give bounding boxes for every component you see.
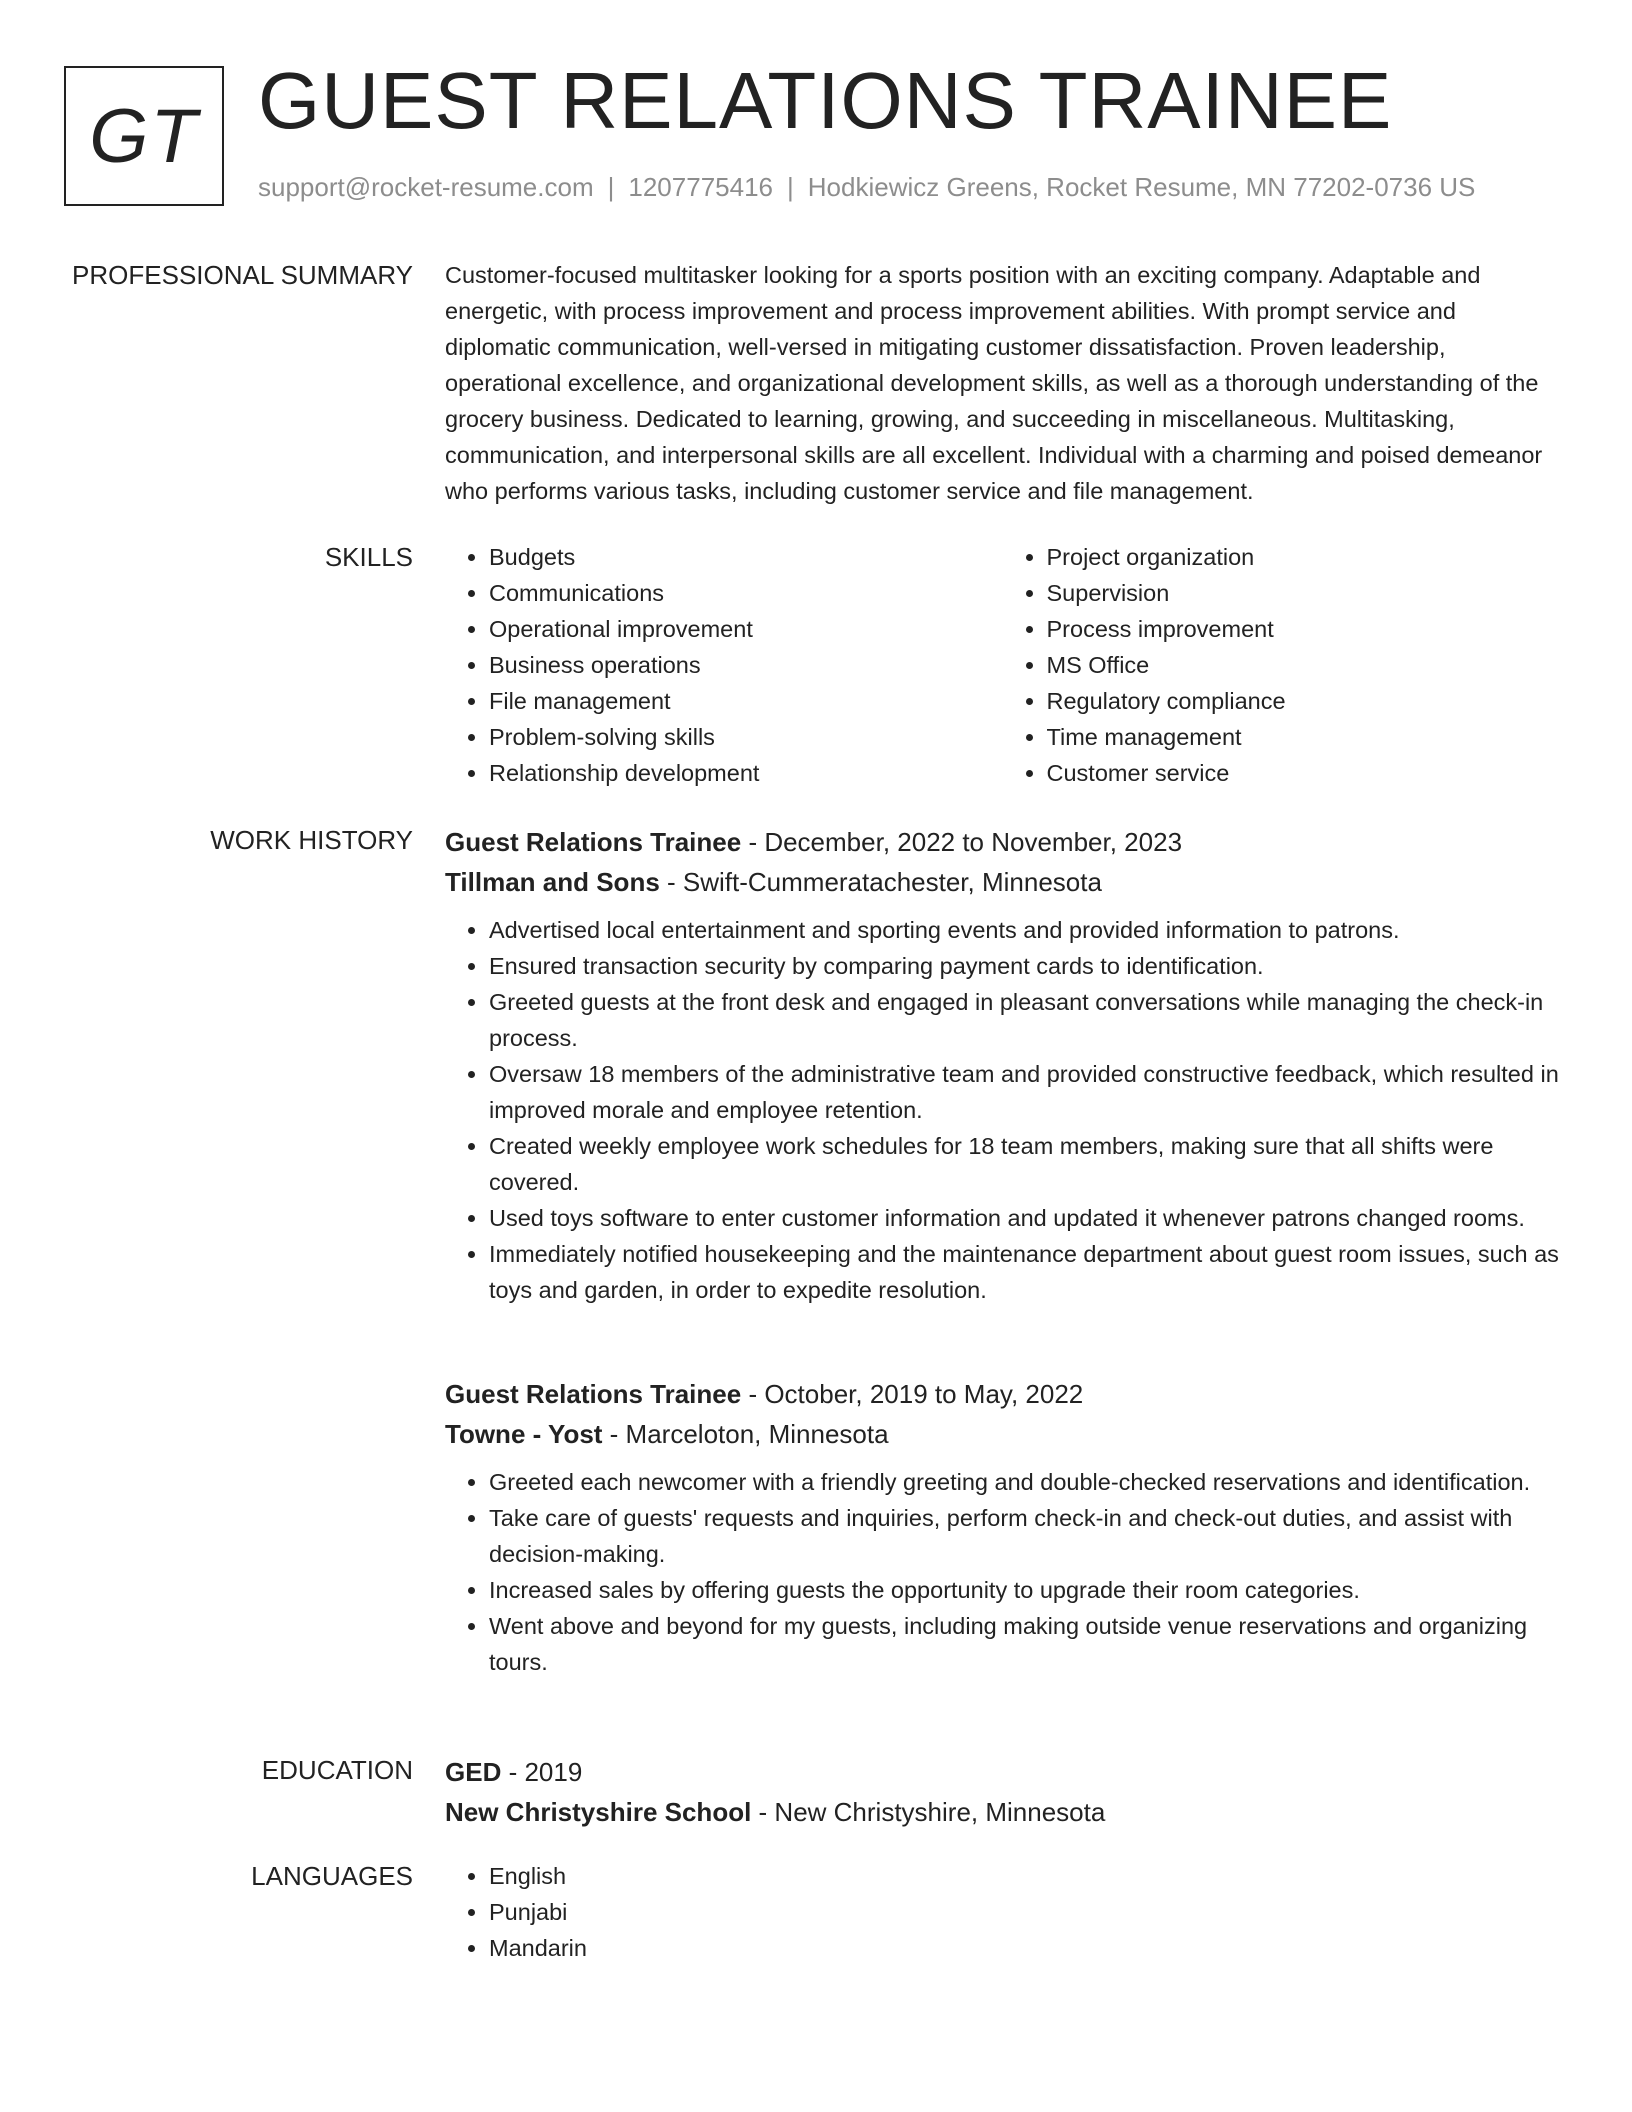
skill-item: • Budgets xyxy=(489,539,1003,575)
summary-text: Customer-focused multitasker looking for a sports position with an exciting company. Adaptable and energetic, with process improvement and process improvement abilities. With prompt service and diplomatic communication, well-versed in mitigating customer dissatisfaction. Proven leadership, operational excellence, and organizational development skills, as well as a thorough understanding of the grocery business. Dedicated to learning, growing, and succeeding in miscellaneous. Multitasking, communication, and interpersonal skills are all excellent. Individual with a charming and poised demeanor who performs various tasks, including customer service and file management. xyxy=(445,262,1543,504)
job-title-line xyxy=(445,822,1560,862)
skill-item: • Project organization xyxy=(1047,539,1561,575)
school-line xyxy=(445,1792,1560,1832)
job-bullet: • Greeted guests at the front desk and engaged in pleasant conversations while managing the check-in process. xyxy=(489,984,1560,1056)
degree-year: - 2019 xyxy=(501,1757,583,1787)
contact-email: support@rocket-resume.com xyxy=(258,172,594,202)
job-bullet: • Went above and beyond for my guests, including making outside venue reservations and organizing tours. xyxy=(489,1608,1560,1680)
section-label: SKILLS xyxy=(324,542,413,572)
job-bullet: • Advertised local entertainment and sporting events and provided information to patrons. xyxy=(489,912,1560,948)
skill-item: • Business operations xyxy=(489,647,1003,683)
skills-list-left xyxy=(445,539,1003,791)
section-label: PROFESSIONAL SUMMARY xyxy=(72,260,413,290)
job-bullet: • Used toys software to enter customer information and updated it whenever patrons changed rooms. xyxy=(489,1200,1560,1236)
language-item: • Mandarin xyxy=(489,1930,1560,1966)
job-bullets xyxy=(445,912,1560,1308)
job-bullet: • Ensured transaction security by comparing payment cards to identification. xyxy=(489,948,1560,984)
job-bullet: • Take care of guests' requests and inquiries, perform check-in and check-out duties, and assist with decision-making. xyxy=(489,1500,1560,1572)
job-dates: - October, 2019 to May, 2022 xyxy=(741,1379,1084,1409)
job-dates: - December, 2022 to November, 2023 xyxy=(741,827,1183,857)
job-bullet: • Oversaw 18 members of the administrative team and provided constructive feedback, which resulted in improved morale and employee retention. xyxy=(489,1056,1560,1128)
languages-list xyxy=(445,1858,1560,1966)
contact-separator: | xyxy=(787,172,794,202)
language-item: • English xyxy=(489,1858,1560,1894)
section-label: EDUCATION xyxy=(261,1755,413,1785)
job-entry xyxy=(445,822,1560,1308)
skill-item: • Relationship development xyxy=(489,755,1003,791)
school-location: - New Christyshire, Minnesota xyxy=(751,1797,1106,1827)
candidate-name: GUEST RELATIONS TRAINEE xyxy=(258,56,1393,145)
job-entry xyxy=(445,1374,1560,1680)
contact-phone: 1207775416 xyxy=(628,172,773,202)
skill-item: • Regulatory compliance xyxy=(1047,683,1561,719)
job-bullet: • Immediately notified housekeeping and the maintenance department about guest room issues, such as toys and garden, in order to expedite resolution. xyxy=(489,1236,1560,1308)
skill-item: • Communications xyxy=(489,575,1003,611)
employer-location: - Swift-Cummeratachester, Minnesota xyxy=(659,867,1102,897)
job-bullet: • Increased sales by offering guests the opportunity to upgrade their room categories. xyxy=(489,1572,1560,1608)
job-bullet: • Created weekly employee work schedules for 18 team members, making sure that all shifts were covered. xyxy=(489,1128,1560,1200)
skill-item: • Operational improvement xyxy=(489,611,1003,647)
job-title-line xyxy=(445,1374,1560,1414)
job-title: Guest Relations Trainee xyxy=(445,1379,742,1409)
skills-list-right xyxy=(1003,539,1561,791)
section-label: WORK HISTORY xyxy=(210,825,413,855)
monogram: GT xyxy=(64,66,224,206)
contact-line xyxy=(258,172,1475,203)
job-title: Guest Relations Trainee xyxy=(445,827,742,857)
school-name: New Christyshire School xyxy=(445,1797,752,1827)
skill-item: • Supervision xyxy=(1047,575,1561,611)
degree-line xyxy=(445,1752,1560,1792)
section-label: LANGUAGES xyxy=(251,1861,413,1891)
degree: GED xyxy=(445,1757,502,1787)
contact-separator: | xyxy=(607,172,615,202)
skill-item: • File management xyxy=(489,683,1003,719)
employer-location: - Marceloton, Minnesota xyxy=(602,1419,889,1449)
employer-name: Tillman and Sons xyxy=(445,867,660,897)
job-bullet: • Greeted each newcomer with a friendly greeting and double-checked reservations and identification. xyxy=(489,1464,1560,1500)
job-bullets xyxy=(445,1464,1560,1680)
employer-line xyxy=(445,1414,1560,1454)
language-item: • Punjabi xyxy=(489,1894,1560,1930)
employer-line xyxy=(445,862,1560,902)
contact-address: Hodkiewicz Greens, Rocket Resume, MN 77202-0736 US xyxy=(807,172,1476,202)
skill-item: • Time management xyxy=(1047,719,1561,755)
skill-item: • Customer service xyxy=(1047,755,1561,791)
employer-name: Towne - Yost xyxy=(445,1419,603,1449)
skill-item: • MS Office xyxy=(1047,647,1561,683)
skill-item: • Problem-solving skills xyxy=(489,719,1003,755)
skill-item: • Process improvement xyxy=(1047,611,1561,647)
